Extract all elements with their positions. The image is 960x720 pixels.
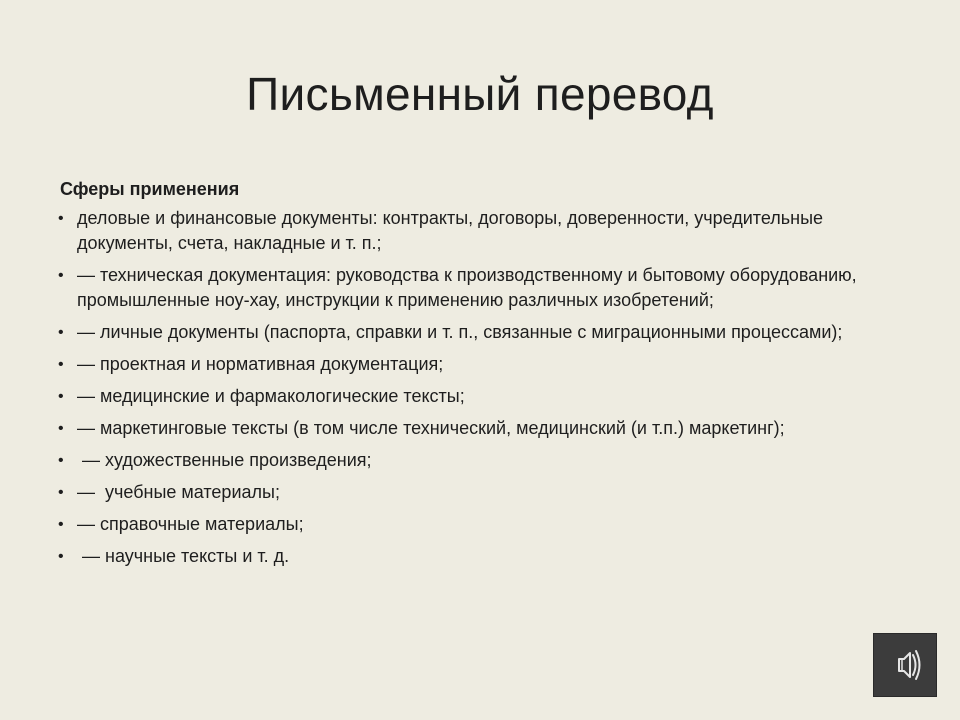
bullet-icon: • xyxy=(58,267,64,284)
list-item-text: — маркетинговые тексты (в том числе технический, медицинский (и т.п.) маркетинг); xyxy=(77,418,785,438)
list-item xyxy=(58,384,918,409)
list-item-text: — художественные произведения; xyxy=(77,450,372,470)
list-item xyxy=(58,263,918,313)
list-item xyxy=(58,544,918,569)
list-item xyxy=(58,206,918,256)
list-item-text: — научные тексты и т. д. xyxy=(77,546,290,566)
list-item-text: — техническая документация: руководства к производственному и бытовому оборудованию, промышленные ноу-хау, инструкции к применению различных изобретений; xyxy=(77,265,857,310)
list-item xyxy=(58,512,918,537)
bullet-icon: • xyxy=(58,356,64,373)
bullet-icon: • xyxy=(58,420,64,437)
section-heading: Сферы применения xyxy=(60,179,240,199)
list-item xyxy=(58,352,918,377)
bullet-icon: • xyxy=(58,452,64,469)
bullet-icon: • xyxy=(58,516,64,533)
list-item-text: — учебные материалы; xyxy=(77,482,280,502)
list-item xyxy=(58,448,918,473)
list-item-text: — проектная и нормативная документация; xyxy=(77,354,444,374)
bullet-icon: • xyxy=(58,388,64,405)
bullet-icon: • xyxy=(58,484,64,501)
bullet-icon: • xyxy=(58,548,64,565)
list-item-text: — медицинские и фармакологические тексты; xyxy=(77,386,465,406)
list-item-text: деловые и финансовые документы: контракты, договоры, доверенности, учредительные документы, счета, накладные и т. п.; xyxy=(77,208,824,253)
list-item xyxy=(58,320,918,345)
list-item xyxy=(58,480,918,505)
list-item-text: — справочные материалы; xyxy=(77,514,304,534)
bullet-list xyxy=(58,206,918,576)
slide-title: Письменный перевод xyxy=(246,68,714,120)
speaker-sound-icon xyxy=(885,641,925,689)
audio-play-button[interactable] xyxy=(873,633,937,697)
bullet-icon: • xyxy=(58,210,64,227)
list-item xyxy=(58,416,918,441)
bullet-icon: • xyxy=(58,324,64,341)
list-item-text: — личные документы (паспорта, справки и т. п., связанные с миграционными процессами); xyxy=(77,322,843,342)
